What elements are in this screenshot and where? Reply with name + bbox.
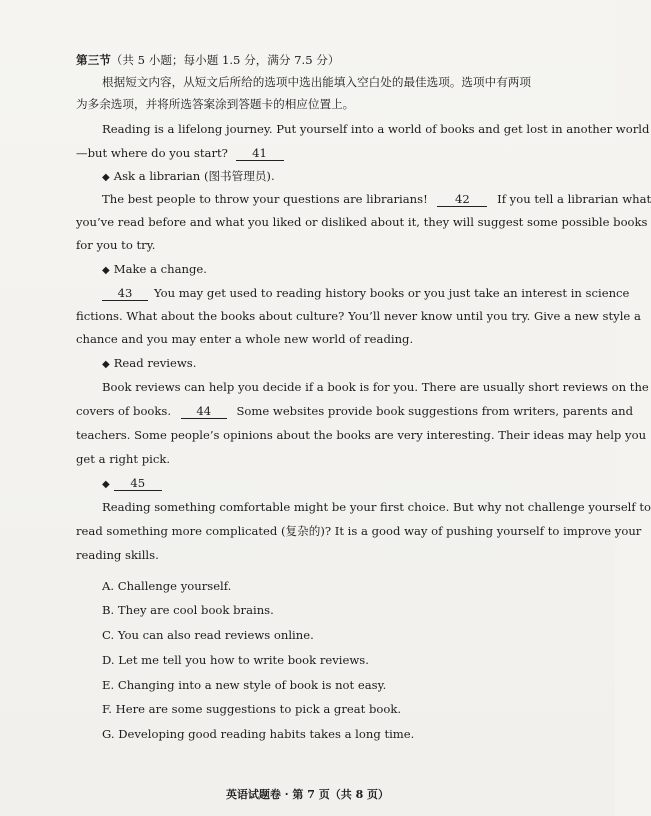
heading-ask-librarian: [102, 168, 275, 186]
blank-41: 41: [236, 146, 284, 161]
passage-p5-line3: reading skills.: [76, 548, 159, 562]
heading-blank-45: [102, 475, 162, 493]
blank-42: 42: [437, 192, 487, 207]
section-header: [76, 52, 339, 68]
heading-read-reviews: [102, 355, 196, 373]
passage-p2-line3: for you to try.: [76, 238, 156, 252]
passage-p4-line2: [76, 403, 633, 419]
heading-3-text: Read reviews.: [113, 356, 197, 370]
passage-p2-line2: you’ve read before and what you liked or disliked about it, they will suggest some possible books: [76, 215, 648, 229]
heading-2-text: Make a change.: [113, 262, 207, 276]
passage-p1-line2: [76, 145, 284, 161]
passage-p3-line2: fictions. What about the books about culture? You’ll never know until you try. Give a new style a: [76, 309, 641, 323]
blank-43: 43: [102, 286, 148, 301]
option-b: B. They are cool book brains.: [102, 603, 274, 617]
option-d: D. Let me tell you how to write book reviews.: [102, 653, 369, 667]
passage-p4-line1: Book reviews can help you decide if a book is for you. There are usually short reviews on the: [102, 380, 649, 394]
option-c: C. You can also read reviews online.: [102, 628, 314, 642]
passage-p2-post: If you tell a librarian what: [497, 192, 651, 206]
diamond-bullet-icon: ◆: [102, 479, 110, 490]
passage-p3-post: You may get used to reading history books or you just take an interest in science: [154, 286, 630, 300]
blank-44: 44: [181, 404, 227, 419]
passage-p1-line1: Reading is a lifelong journey. Put yourself into a world of books and get lost in another world: [102, 122, 650, 136]
instruction-line-1: 根据短文内容，从短文后所给的选项中选出能填入空白处的最佳选项。选项中有两项: [102, 75, 531, 89]
diamond-bullet-icon: ◆: [102, 359, 110, 370]
passage-p1-pre: —but where do you start?: [76, 146, 228, 160]
passage-p5-line2: read something more complicated (复杂的)? It is a good way of pushing yourself to improve your: [76, 524, 642, 538]
passage-p4-line4: get a right pick.: [76, 452, 171, 466]
passage-p5-line1: Reading something comfortable might be your first choice. But why not challenge yourself to: [102, 500, 651, 514]
passage-p2-line1: [102, 191, 651, 207]
section-title: 第三节: [76, 53, 111, 67]
option-g: G. Developing good reading habits takes a long time.: [102, 727, 415, 741]
heading-1-text: Ask a librarian (图书管理员).: [113, 169, 275, 183]
option-a: A. Challenge yourself.: [102, 579, 232, 593]
page-footer: 英语试题卷 · 第 7 页（共 8 页）: [225, 788, 390, 801]
passage-p4-line3: teachers. Some people’s opinions about the books are very interesting. Their ideas may help you: [76, 428, 647, 442]
section-scoring: （共 5 小题；每小题 1.5 分，满分 7.5 分）: [110, 53, 340, 67]
passage-p4-post: Some websites provide book suggestions from writers, parents and: [236, 404, 634, 418]
diamond-bullet-icon: ◆: [102, 172, 110, 183]
option-e: E. Changing into a new style of book is not easy.: [102, 678, 387, 692]
diamond-bullet-icon: ◆: [102, 265, 110, 276]
blank-45: 45: [114, 476, 162, 491]
passage-p3-line1: [102, 285, 629, 301]
passage-p4-pre: covers of books.: [76, 404, 172, 418]
instruction-line-2: 为多余选项，并将所选答案涂到答题卡的相应位置上。: [76, 97, 355, 111]
passage-p2-pre: The best people to throw your questions are librarians!: [102, 192, 428, 206]
passage-p3-line3: chance and you may enter a whole new world of reading.: [76, 332, 414, 346]
option-f: F. Here are some suggestions to pick a great book.: [102, 702, 402, 716]
heading-make-change: [102, 261, 207, 279]
